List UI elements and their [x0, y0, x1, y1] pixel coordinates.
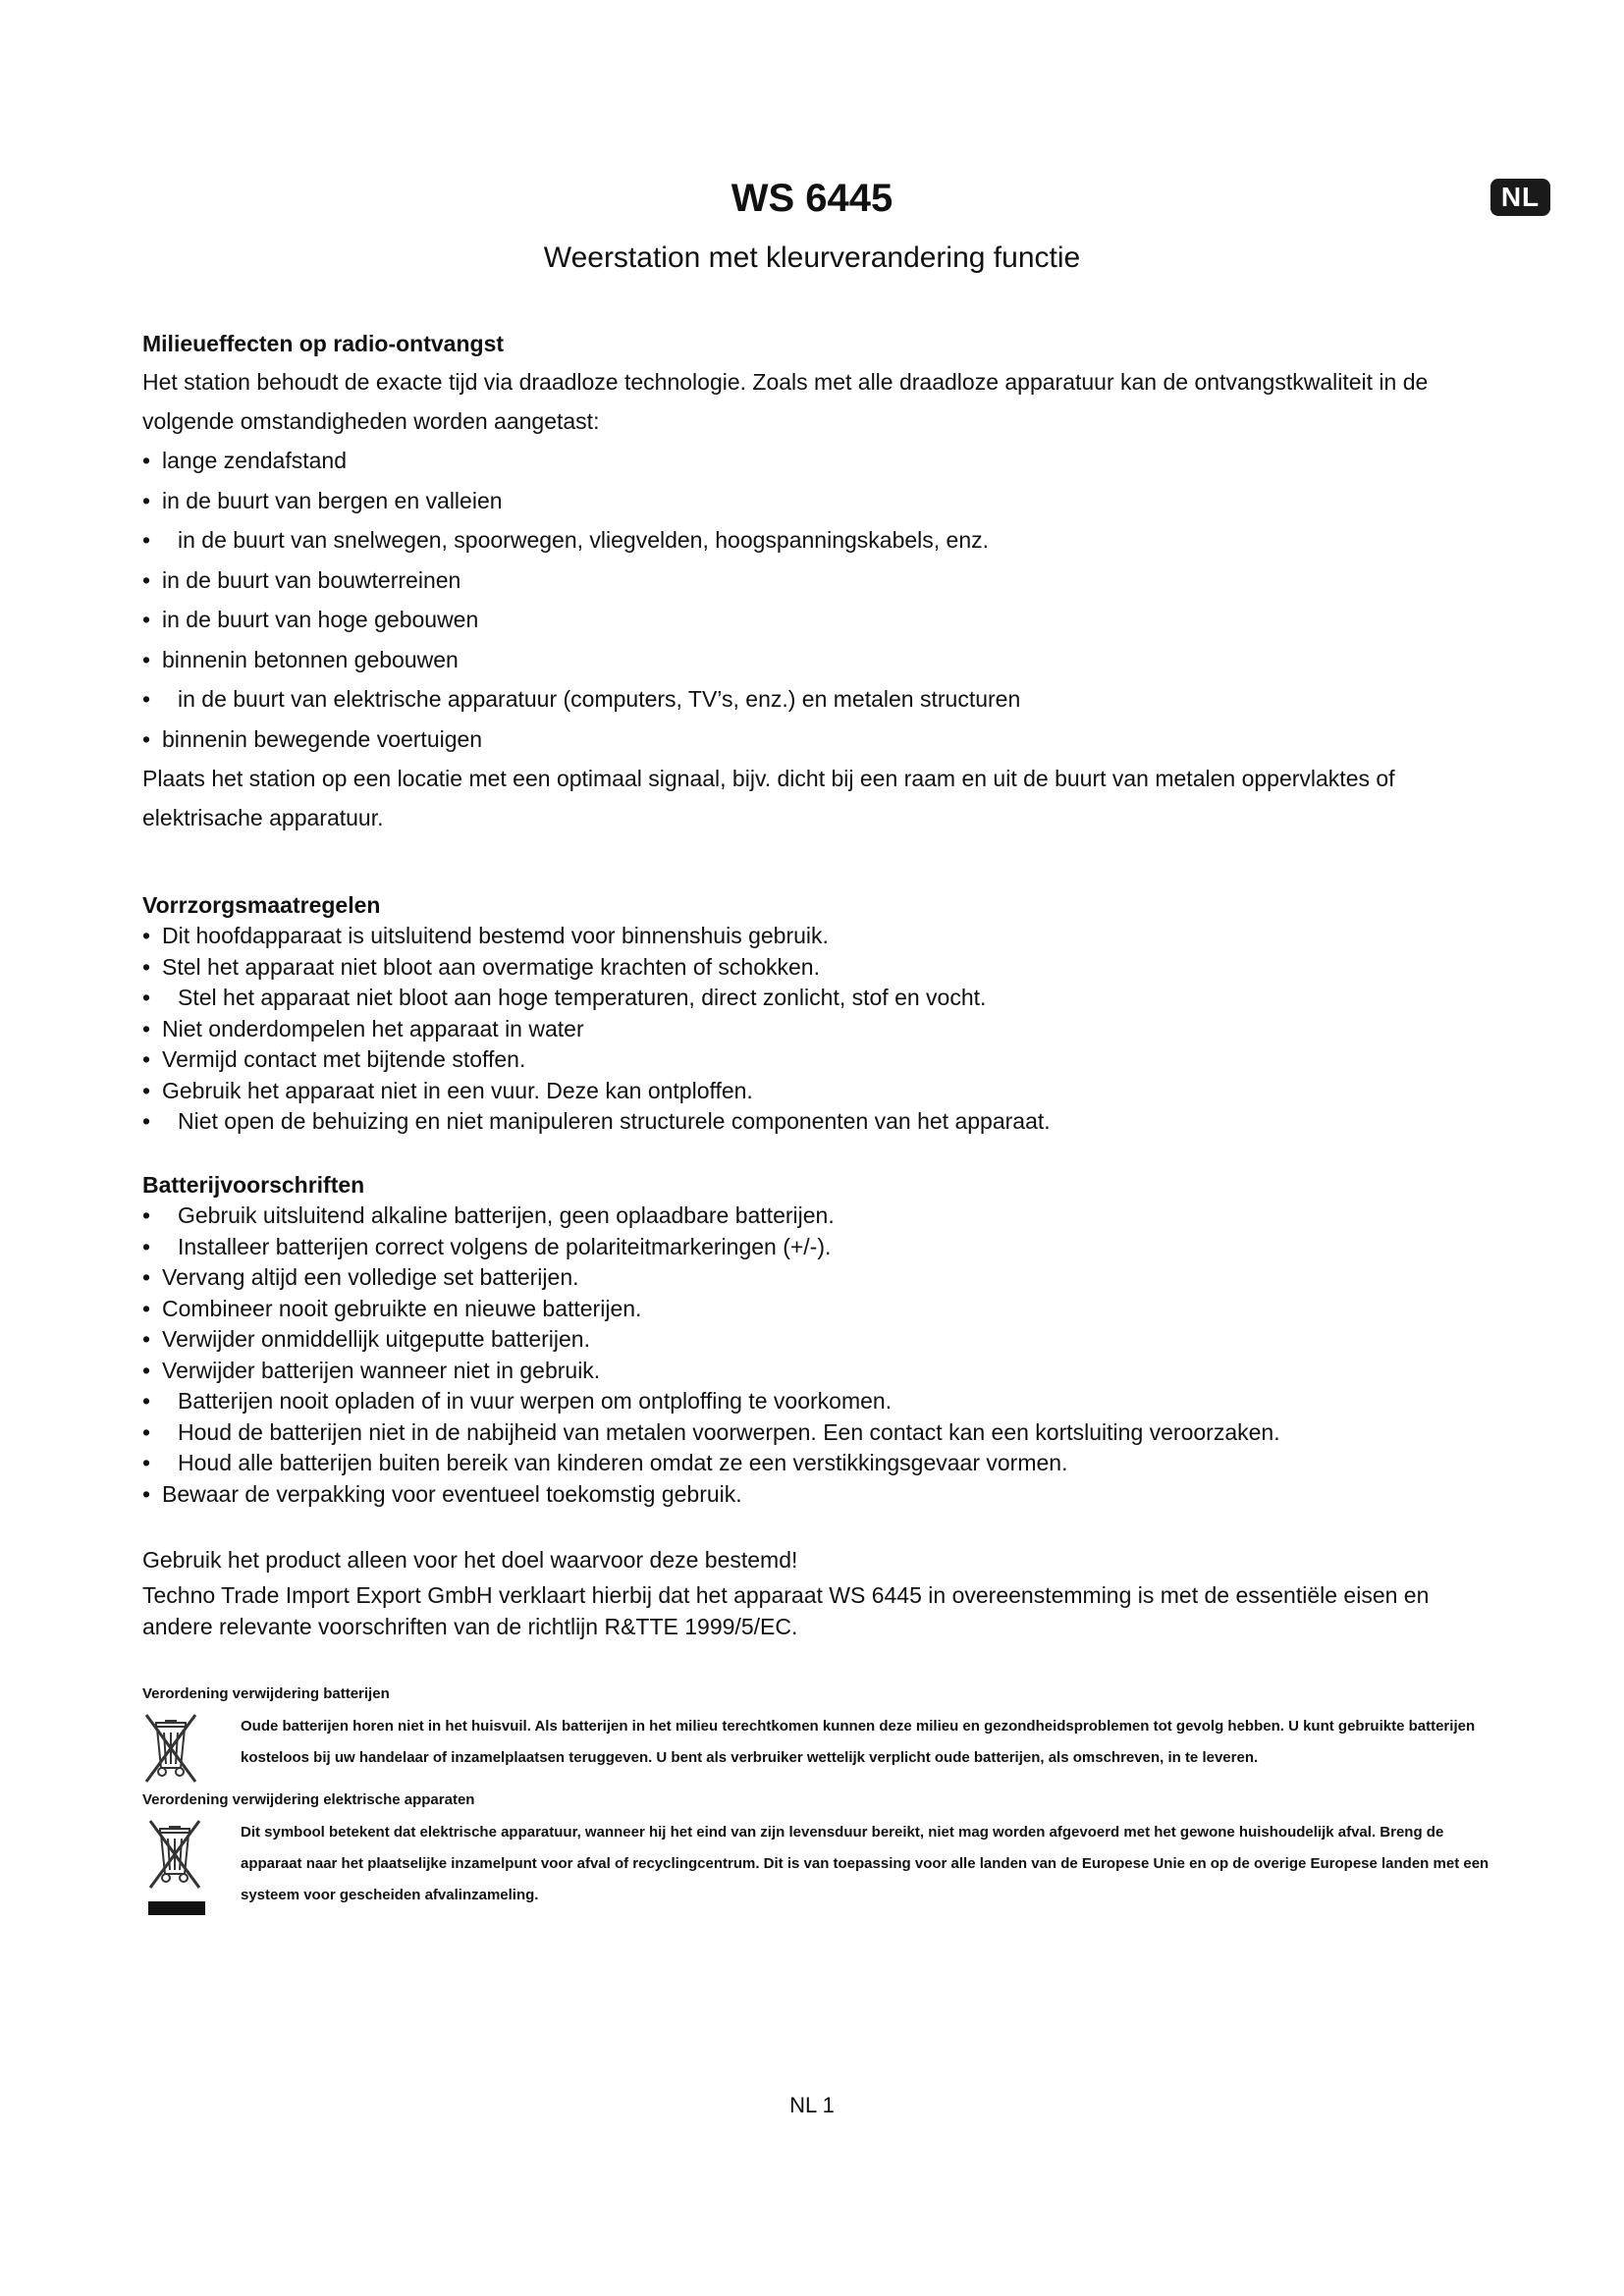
reception-intro: Het station behoudt de exacte tijd via draadloze technologie. Zoals met alle draadloze apparatuur kan de ontvangstkwaliteit in de volgende omstandigheden worden aangetast:	[142, 369, 1429, 434]
bullet-icon: •	[142, 686, 151, 712]
list-item: • in de buurt van hoge gebouwen	[142, 600, 1497, 640]
bullet-icon: •	[142, 1046, 151, 1072]
list-item: • Niet open de behuizing en niet manipuleren structurele componenten van het apparaat.	[142, 1106, 1497, 1138]
conformity-statement: Techno Trade Import Export GmbH verklaart hierbij dat het apparaat WS 6445 in overeenstemming is met de essentiële eisen en andere relevante voorschriften van de richtlijn R&TTE 1999/5/EC.	[142, 1582, 1430, 1639]
declaration-section	[142, 1540, 1497, 1642]
list-item: • Vervang altijd een volledige set batterijen.	[142, 1262, 1497, 1294]
reception-list	[142, 441, 1497, 759]
electrical-disposal-text: Dit symbool betekent dat elektrische apparatuur, wanneer hij het eind van zijn levensduur bereikt, niet mag worden afgevoerd met het gewone huishoudelijk afval. Breng de apparaat naar het plaatselijke inzamelpunt voor afval of recyclingcentrum. Dit is van toepassing voor alle landen van de Europese Unie en op de overige Europese landen met een systeem voor gescheiden afvalinzameling.	[241, 1824, 1489, 1903]
disposal-section	[142, 1682, 1497, 1911]
list-item: • Niet onderdompelen het apparaat in water	[142, 1014, 1497, 1045]
battery-disposal-text: Oude batterijen horen niet in het huisvuil. Als batterijen in het milieu terechtkomen kunnen deze milieu en gezondheidsproblemen tot gevolg hebben. U kunt gebruikte batterijen kosteloos bij uw handelaar of inzamelplaatsen teruggeven. U bent als verbruiker wettelijk verplicht oude batterijen, als omschreven, in te leveren.	[241, 1718, 1476, 1766]
bullet-icon: •	[142, 1295, 151, 1321]
bullet-icon: •	[142, 1264, 151, 1290]
bullet-icon: •	[142, 566, 151, 593]
list-item: • Bewaar de verpakking voor eventueel toekomstig gebruik.	[142, 1479, 1497, 1511]
electrical-disposal-row	[142, 1817, 1497, 1911]
bullet-icon: •	[142, 985, 151, 1010]
bullet-icon: •	[142, 487, 151, 513]
list-item: • Combineer nooit gebruikte en nieuwe batterijen.	[142, 1294, 1497, 1325]
bullet-icon: •	[142, 1015, 151, 1041]
page-title: WS 6445	[731, 177, 893, 220]
bullet-icon: •	[142, 1326, 151, 1352]
crossed-bin-icon	[142, 1711, 199, 1794]
list-item: • Vermijd contact met bijtende stoffen.	[142, 1044, 1497, 1076]
list-item: • in de buurt van bouwterreinen	[142, 561, 1497, 601]
list-item: • Batterijen nooit opladen of in vuur werpen om ontploffing te voorkomen.	[142, 1386, 1497, 1417]
bullet-icon: •	[142, 1357, 151, 1383]
bullet-icon: •	[142, 448, 151, 473]
bullet-icon: •	[142, 1388, 151, 1414]
list-item: • binnenin bewegende voertuigen	[142, 720, 1497, 760]
bullet-icon: •	[142, 607, 151, 632]
bullet-icon: •	[142, 1077, 151, 1103]
language-badge: NL	[1490, 179, 1550, 216]
bullet-icon: •	[142, 953, 151, 980]
page-number: NL 1	[789, 2093, 835, 2117]
bullet-icon: •	[142, 1233, 151, 1259]
list-item: • Installeer batterijen correct volgens de polariteitmarkeringen (+/-).	[142, 1232, 1497, 1263]
bullet-icon: •	[142, 527, 151, 553]
list-item: • Verwijder onmiddellijk uitgeputte batterijen.	[142, 1324, 1497, 1356]
page-subtitle: Weerstation met kleurverandering functie	[543, 241, 1081, 274]
bullet-icon: •	[142, 1418, 151, 1445]
list-item: • Dit hoofdapparaat is uitsluitend bestemd voor binnenshuis gebruik.	[142, 921, 1497, 952]
usage-statement: Gebruik het product alleen voor het doel waarvoor deze bestemd!	[142, 1547, 798, 1573]
list-item: • Houd de batterijen niet in de nabijheid van metalen voorwerpen. Een contact kan een kortsluiting veroorzaken.	[142, 1417, 1497, 1449]
batteries-list	[142, 1201, 1497, 1510]
battery-disposal-row	[142, 1711, 1497, 1774]
list-item: • in de buurt van bergen en valleien	[142, 481, 1497, 521]
list-item: • Houd alle batterijen buiten bereik van kinderen omdat ze een verstikkingsgevaar vormen.	[142, 1448, 1497, 1479]
bullet-icon: •	[142, 1108, 151, 1134]
reception-section	[142, 327, 1497, 837]
bullet-icon: •	[142, 1202, 151, 1228]
precautions-list	[142, 921, 1497, 1138]
batteries-section	[142, 1169, 1497, 1510]
reception-heading: Milieueffecten op radio-ontvangst	[142, 331, 505, 356]
list-item: • in de buurt van elektrische apparatuur (computers, TV’s, enz.) en metalen structuren	[142, 679, 1497, 720]
list-item: • lange zendafstand	[142, 441, 1497, 481]
list-item: • Gebruik uitsluitend alkaline batterijen, geen oplaadbare batterijen.	[142, 1201, 1497, 1232]
bullet-icon: •	[142, 1450, 151, 1475]
precautions-section	[142, 889, 1497, 1138]
list-item: • in de buurt van snelwegen, spoorwegen, vliegvelden, hoogspanningskabels, enz.	[142, 520, 1497, 561]
reception-outro: Plaats het station op een locatie met een optimaal signaal, bijv. dicht bij een raam en uit de buurt van metalen oppervlaktes of elektrisache apparatuur.	[142, 766, 1395, 830]
battery-disposal-heading: Verordening verwijdering batterijen	[142, 1685, 390, 1702]
list-item: • Stel het apparaat niet bloot aan hoge temperaturen, direct zonlicht, stof en vocht.	[142, 983, 1497, 1014]
batteries-heading: Batterijvoorschriften	[142, 1172, 365, 1198]
list-item: • binnenin betonnen gebouwen	[142, 640, 1497, 680]
bullet-icon: •	[142, 646, 151, 672]
electrical-disposal-heading: Verordening verwijdering elektrische apparaten	[142, 1791, 475, 1808]
bullet-icon: •	[142, 725, 151, 752]
bullet-icon: •	[142, 1480, 151, 1507]
list-item: • Gebruik het apparaat niet in een vuur. Deze kan ontploffen.	[142, 1076, 1497, 1107]
list-item: • Verwijder batterijen wanneer niet in gebruik.	[142, 1356, 1497, 1387]
crossed-bin-bar-icon	[142, 1817, 211, 1930]
list-item: • Stel het apparaat niet bloot aan overmatige krachten of schokken.	[142, 952, 1497, 984]
bullet-icon: •	[142, 923, 151, 948]
precautions-heading: Vorrzorgsmaatregelen	[142, 892, 381, 918]
